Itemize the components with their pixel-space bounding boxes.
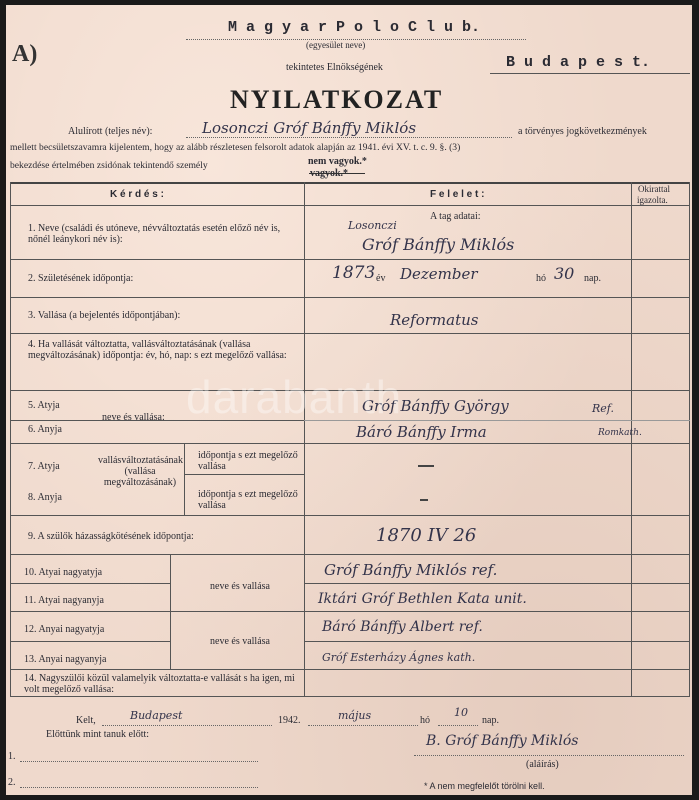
answer-5: Gróf Bánffy György xyxy=(362,397,509,415)
question-7-8-label: vallásváltoztatásának (vallása megváltozásának) xyxy=(98,455,183,488)
declaration-line3: bekezdése értelmében zsidónak tekintendő személy xyxy=(10,160,208,171)
declaration-line1-end: a törvényes jogkövetkezmények xyxy=(518,126,647,137)
answer-2-month: Dezember xyxy=(400,265,478,283)
col-header-doc2: igazolta. xyxy=(637,195,668,205)
answer-2-year: 1873 xyxy=(332,263,376,283)
answer-12: Báró Bánffy Albert ref. xyxy=(322,619,483,635)
answer-3: Reformatus xyxy=(390,311,479,329)
question-9: 9. A szülők házasságkötésének időpontja: xyxy=(28,531,194,542)
col-header-question: K é r d é s : xyxy=(110,189,164,200)
answer-2-ev: év xyxy=(376,273,386,284)
answer-9: 1870 IV 26 xyxy=(376,525,477,546)
answer-2-day: 30 xyxy=(554,264,575,283)
club-name: M a g y a r P o l o C l u b. xyxy=(228,19,481,36)
question-10: 10. Atyai nagyatyja xyxy=(24,567,103,578)
question-14: 14. Nagyszülői közül valamelyik változtatta-e vallását s ha igen, mi volt megelőző vallása: xyxy=(24,673,295,695)
answer-2-ho: hó xyxy=(536,273,546,284)
kelt-month: május xyxy=(338,709,372,722)
form-letter: A) xyxy=(12,41,38,67)
document-page xyxy=(6,5,692,795)
club-caption: (egyesület neve) xyxy=(306,40,366,50)
answer-2-nap: nap. xyxy=(584,273,601,284)
kelt-label: Kelt, xyxy=(76,715,96,726)
question-1: 1. Neve (családi és utóneve, névváltoztatás esetén előző név is, nőnél leánykori név is): xyxy=(28,223,281,245)
answer-11: Iktári Gróf Bethlen Kata unit. xyxy=(318,591,527,607)
city: B u d a p e s t. xyxy=(506,54,651,71)
witness-2: 2. xyxy=(8,777,16,788)
question-5-6-label: neve és vallása: xyxy=(102,412,165,423)
question-11: 11. Atyai nagyanyja xyxy=(24,595,104,606)
answer-5-religion: Ref. xyxy=(592,402,614,415)
kelt-year: 1942. xyxy=(278,715,301,726)
watermark: darabanth xyxy=(186,371,403,423)
col-header-answer: F e l e l e t : xyxy=(430,189,485,200)
question-6: 6. Anyja xyxy=(28,424,62,435)
kelt-ho: hó xyxy=(420,715,430,726)
answer-10: Gróf Bánffy Miklós ref. xyxy=(324,561,498,579)
question-12-13-label: neve és vallása xyxy=(210,636,270,647)
full-name-value: Losonczi Gróf Bánffy Miklós xyxy=(202,119,417,137)
member-data-label: A tag adatai: xyxy=(430,211,481,222)
undersigned-label: Alulírott (teljes név): xyxy=(68,126,153,137)
footnote: * A nem megfelelőt törölni kell. xyxy=(424,781,545,791)
presidency-label: tekintetes Elnökségének xyxy=(286,62,383,73)
answer-1-line2: Gróf Bánffy Miklós xyxy=(362,235,515,254)
signature: B. Gróf Bánffy Miklós xyxy=(426,733,579,749)
question-7-time: időpontja s ezt megelőző vallása xyxy=(198,450,298,472)
question-2: 2. Születésének időpontja: xyxy=(28,273,134,284)
question-4: 4. Ha vallását változtatta, vallásváltoztatásának (vallása megváltozásának) időpontja: év, hó, nap: s ezt megelőző vallása: xyxy=(28,339,287,361)
answer-1-line1: Losonczi xyxy=(348,219,397,232)
witnesses-label: Előttünk mint tanuk előtt: xyxy=(46,729,150,740)
question-10-11-label: neve és vallása xyxy=(210,581,270,592)
option-not: nem vagyok.* xyxy=(308,156,367,167)
answer-6-religion: Romkath. xyxy=(598,428,642,438)
col-header-doc1: Okirattal xyxy=(638,184,670,194)
question-13: 13. Anyai nagyanyja xyxy=(24,654,107,665)
question-12: 12. Anyai nagyatyja xyxy=(24,624,105,635)
answer-6: Báró Bánffy Irma xyxy=(356,423,487,441)
kelt-nap: nap. xyxy=(482,715,499,726)
declaration-line2: mellett becsületszavamra kijelentem, hogy az alább részletesen felsorolt adatok alapján az 1941. évi XV. t. c. 9. §. (3) xyxy=(10,142,461,153)
kelt-place: Budapest xyxy=(130,709,183,722)
question-5: 5. Atyja xyxy=(28,400,60,411)
question-7: 7. Atyja xyxy=(28,461,60,472)
witness-1: 1. xyxy=(8,751,16,762)
signature-label: (aláírás) xyxy=(526,759,559,770)
question-3: 3. Vallása (a bejelentés időpontjában): xyxy=(28,310,181,321)
answer-13: Gróf Esterházy Ágnes kath. xyxy=(322,651,476,664)
question-8: 8. Anyja xyxy=(28,492,62,503)
kelt-day: 10 xyxy=(454,706,468,719)
document-title: NYILATKOZAT xyxy=(230,85,444,114)
question-8-time: időpontja s ezt megelőző vallása xyxy=(198,489,298,511)
